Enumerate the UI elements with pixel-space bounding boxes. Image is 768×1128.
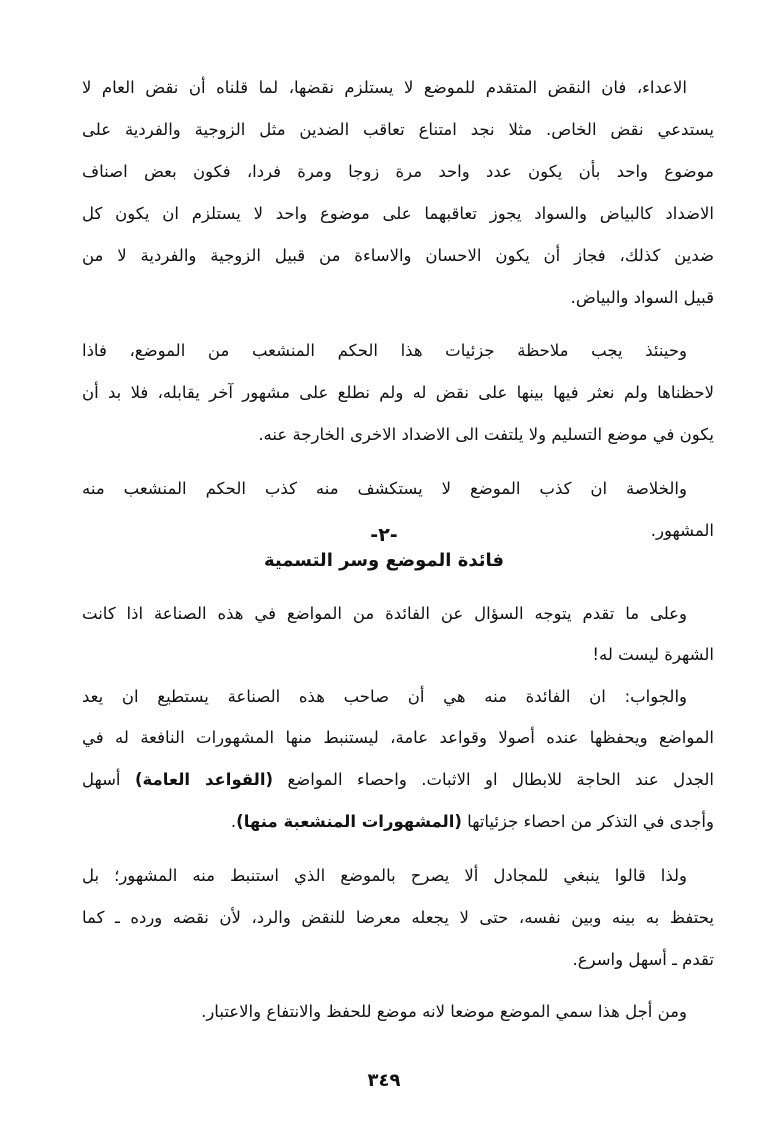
paragraph-2-line: وحينئذ يجب ملاحظة جزئيات هذا الحكم المنشعب من الموضع، فاذا: [82, 341, 687, 360]
text-segment: .: [230, 812, 237, 831]
paragraph-2-line: لاحظناها ولم نعثر فيها بينها على نقض له ولم نطلع على مشهور آخر يقابله، فلا بد أن: [82, 383, 714, 402]
section-title: فائدة الموضع وسر التسمية: [263, 550, 505, 571]
bold-phrase: (المشهورات المنشعبة منها): [236, 812, 462, 831]
paragraph-6-line: يحتفظ به بينه وبين نفسه، حتى لا يجعله معرضا للنقض والرد، لأن نقضه ورده ـ كما: [82, 908, 714, 927]
page-number: ٣٤٩: [367, 1070, 401, 1091]
paragraph-1-line: قبيل السواد والبياض.: [570, 288, 714, 307]
paragraph-3-line: والخلاصة ان كذب الموضع لا يستكشف منه كذب الحكم المنشعب منه: [82, 479, 687, 498]
paragraph-1-line: يستدعي نقض الخاص. مثلا نجد امتناع تعاقب الضدين مثل الزوجية والفردية على: [82, 120, 714, 139]
paragraph-2-line: يكون في موضع التسليم ولا يلتفت الى الاضداد الاخرى الخارجة عنه.: [258, 425, 714, 444]
text-segment: الجدل عند الحاجة للابطال او الاثبات. واحصاء المواضع: [273, 770, 714, 789]
bold-phrase: (القواعد العامة): [134, 770, 274, 789]
paragraph-3-line: المشهور.: [650, 521, 714, 540]
section-number: -٢-: [370, 524, 398, 546]
text-segment: وأجدى في التذكر من احصاء جزئياتها: [461, 812, 714, 831]
paragraph-1-line: الاضداد كالبياض والسواد يجوز تعاقبهما على موضوع واحد لا يستلزم ان يكون كل: [82, 204, 714, 223]
paragraph-5-line: [82, 808, 714, 836]
paragraph-4-line: الشهرة ليست له!: [592, 645, 714, 664]
paragraph-5-line: والجواب: ان الفائدة منه هي أن صاحب هذه الصناعة يستطيع ان يعد: [82, 687, 687, 706]
paragraph-6-line: ولذا قالوا ينبغي للمجادل ألا يصرح بالموضع الذي استنبط منه المشهور؛ بل: [82, 866, 687, 885]
paragraph-5-line: [82, 766, 714, 794]
paragraph-6-line: تقدم ـ أسهل واسرع.: [572, 950, 714, 969]
paragraph-1-line: الاعداء، فان النقض المتقدم للموضع لا يستلزم نقضها، لما قلناه أن نقض العام لا: [82, 78, 687, 97]
paragraph-5-line: المواضع ويحفظها عنده أصولا وقواعد عامة، ليستنبط منها المشهورات النافعة له في: [82, 728, 714, 747]
paragraph-1-line: ضدين كذلك، فجاز أن يكون الاحسان والاساءة من قبيل الزوجية والفردية لا من: [82, 246, 714, 265]
paragraph-1-line: موضوع واحد بأن يكون عدد واحد مرة زوجا ومرة فردا، فكون بعض اصناف: [82, 162, 714, 181]
text-segment: أسهل: [82, 770, 135, 789]
paragraph-7-line: ومن أجل هذا سمي الموضع موضعا لانه موضع للحفظ والانتفاع والاعتبار.: [201, 1002, 687, 1021]
paragraph-4-line: وعلى ما تقدم يتوجه السؤال عن الفائدة من المواضع في هذه الصناعة اذا كانت: [82, 604, 687, 623]
